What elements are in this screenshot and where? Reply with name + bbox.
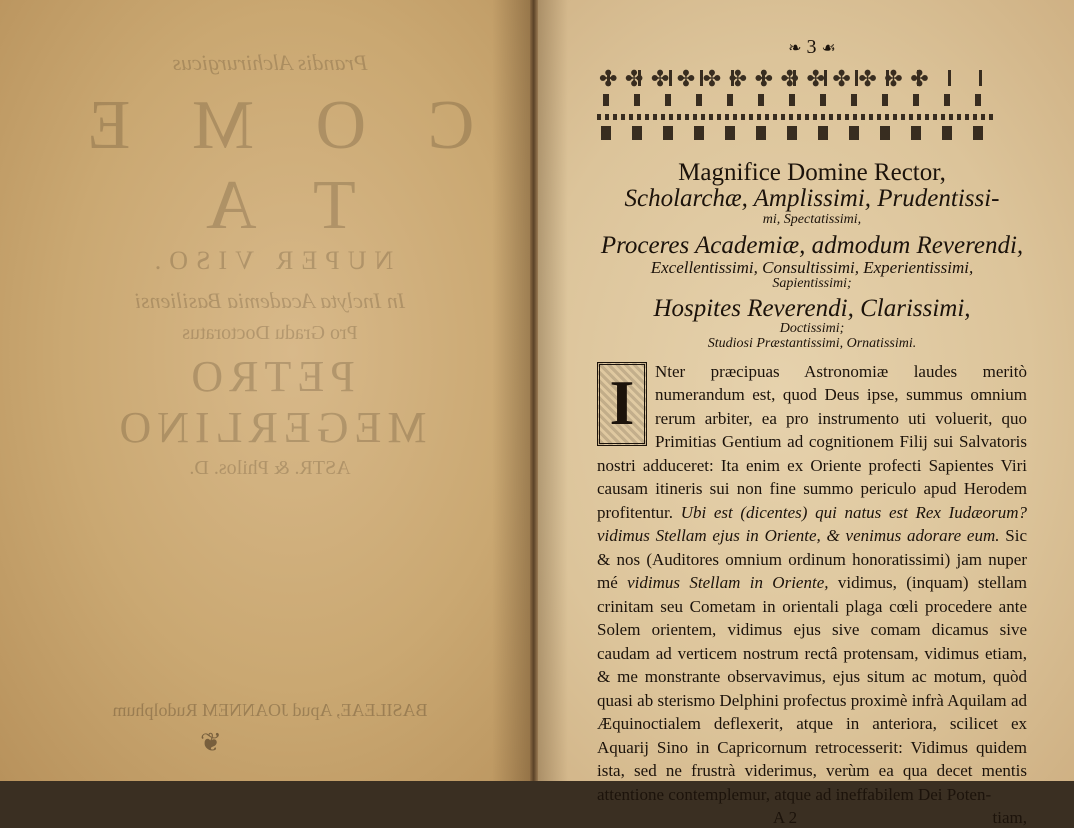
right-page-content [597, 36, 1027, 828]
catchline [597, 808, 1027, 828]
ornament-right-icon: ☙ [821, 40, 836, 57]
body-paragraph: Nter præcipuas Astronomiæ laudes meritò numerandum est, quod Deus ipse, summus omnium rerum arbiter, ea pro instrumento uti voluerit, quo Primitias Gentium ad cognitionem Filij sui Salvatoris nostri adduceret: Ita enim ex Oriente profecti Sapientes Viri causam itineris sui non fine summo periculo apud Herodem profitentur. [597, 361, 1027, 522]
catchword: tiam, [992, 808, 1027, 828]
gutter [530, 0, 538, 781]
heading-line: Sapientissimi; [772, 276, 852, 292]
address-heading [597, 160, 1027, 352]
headpiece-ornament [597, 66, 997, 146]
bleed-line: PETRO MEGERLINO [113, 352, 427, 452]
heading-line: Excellentissimi, Consultissimi, Experientissimi, [650, 258, 974, 278]
drop-cap: I [597, 362, 647, 446]
heading-line: Proceres Academiæ, admodum Reverendi, [600, 232, 1024, 260]
bleed-line: C O M E T A [65, 87, 475, 244]
ornament-left-icon: ❧ [788, 40, 802, 57]
bleed-footer: BASILEAE, Apud JOANNEM Rudolphum [112, 700, 428, 720]
heading-line: Hospites Reverendi, Clarissimi, [653, 294, 971, 322]
heading-line: Scholarchæ, Amplissimi, Prudentissi- [624, 185, 1000, 213]
page-number: 3 [806, 36, 817, 58]
body-paragraph: vidimus, (inquam) stellam crinitam seu Cometam in orientali plaga cœli procedere ante Solem orientem, vidimus ejus sive comam dicamus sive caudam ad verticem nostrum rectâ protensam, vidimus etiam, & me monstrante observavimus, ejus situm ac motum, quòd quasi ab sterismo Delphini profectus proximè infrà Aquilam ad Æquinoctialem deflexerit, atque in anteriora, scilicet ex Aquarij Sino in Capricornum retrocesserit: Vidimus quidem ista, sed ne frustrà viderimus, verùm ea qua decet mentis attentione contemplemur, atque ad ineffabilem Dei Poten- [597, 573, 1028, 804]
bleed-line: In Inclyta Academia Basiliensi [134, 288, 406, 313]
left-page [0, 0, 532, 781]
heading-line: Doctissimi; [779, 321, 845, 337]
page-number-line [597, 36, 1027, 64]
fleuron-icon: ❦ [200, 728, 222, 757]
bleed-line: NUPER VISO. [146, 246, 394, 275]
bleed-line: Prandis Alchirurgicus [172, 50, 368, 75]
body-quotation: vidimus Stellam in Oriente, [627, 573, 829, 593]
bleed-line: ASTR. & Philos. D. [189, 457, 351, 479]
heading-line: Studiosi Præstantissimi, Ornatissimi. [707, 335, 917, 351]
signature-mark: A 2 [773, 808, 798, 828]
bleed-through-text [40, 40, 500, 480]
bleed-line: Pro Gradu Doctoratus [182, 322, 358, 344]
body-paragraph: Sic & nos (Auditores omnium ordinum honoratissimi) jam nuper mé [597, 526, 1028, 593]
body-text [597, 360, 1027, 807]
body-quotation: Ubi est (dicentes) qui natus est Rex Iudæorum? vidimus Stellam ejus in Oriente, & venimus adorare eum. [597, 502, 1028, 546]
heading-line: Magnifice Domine Rector, [678, 159, 946, 186]
heading-line: mi, Spectatissimi, [762, 211, 862, 227]
